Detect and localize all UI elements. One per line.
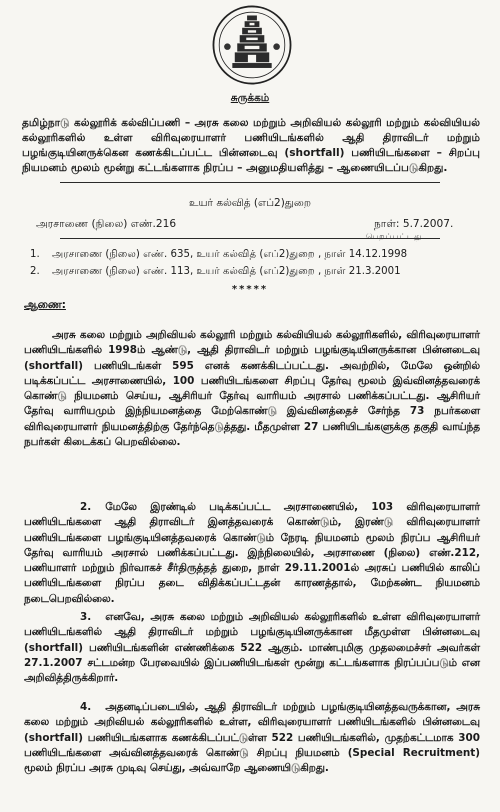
order-paragraph-4: 4. அதனடிப்படையில், ஆதி திராவிடர் மற்றும் பழங்குடியினத்தவருக்கான, அரசு கலை மற்றும் அறிவியல் கல்லூரிகளில் உள்ள, விரிவுரையாளர் பணியிடங்களில் பின்னடைவு (shortfall) பணியிடங்களாக கணக்கிடப்பட்டுள்ள 522 பணியிடங்களில், முதற்கட்டமாக 300 பணியிடங்களை அவ்வினத்தவரைக் கொண்டு சிறப்பு நியமனம் (Special Recruitment) மூலம் நிரப்ப அரசு முடிவு செய்து, அவ்வாறே ஆணையிடுகிறது.	[24, 701, 480, 775]
department-name: உயர் கல்வித் (எப்2)துறை	[189, 197, 311, 209]
order-label: ஆணை:	[24, 298, 66, 311]
reference-item: 2. அரசாணை (நிலை) எண். 113, உயர் கல்வித் (எப்2)துறை , நாள் 21.3.2001	[30, 266, 401, 277]
go-number: அரசாணை (நிலை) எண்.216	[36, 218, 177, 230]
references-list	[30, 246, 485, 280]
tamil-nadu-emblem-icon	[211, 4, 293, 86]
divider	[60, 238, 440, 239]
order-paragraph-2: 2. மேலே இரண்டில் படிக்கப்பட்ட அரசாணையில், 103 விரிவுரையாளர் பணியிடங்களை ஆதி திராவிடர் இனத்தவரைக் கொண்டும், இரண்டு விரிவுரையாளர் பணியிடங்களை பழங்குடியினத்தவரைக் கொண்டும் நேரடி நியமனம் மூலம் நிரப்ப ஆசிரியர் தேர்வு வாரியம் அரசால் பணிக்கப்பட்டது. இந்நிலையில், அரசாணை (நிலை) எண்.212, பணியாளர் மற்றும் நிர்வாகச் சீர்திருத்தத் துறை, நாள் 29.11.2001ல் அரசுப் பணியில் காலிப் பணியிடங்களை நிரப்ப தடை விதிக்கப்பட்டதன் காரணத்தால், மேற்கண்ட நியமனம் நடைபெறவில்லை.	[24, 501, 480, 605]
subject-text: தமிழ்நாடு கல்லூரிக் கல்விப்பணி – அரசு கலை மற்றும் அறிவியல் கல்லூரி மற்றும் கல்வியியல் கல்லூரிகளில் உள்ள விரிவுரையாளர் பணியிடங்களில் ஆதி திராவிடர் மற்றும் பழங்குடியினருக்கென கணக்கிடப்பட்ட பின்னடைவு (shortfall) பணியிடங்களை – சிறப்பு நியமனம் மூலம் மூன்று கட்டங்களாக நிரப்ப – அனுமதியளித்து – ஆணையிடப்படுகிறது.	[22, 117, 480, 174]
order-paragraph-1: அரசு கலை மற்றும் அறிவியல் கல்லூரி மற்றும் கல்வியியல் கல்லூரிகளில், விரிவுரையாளர் பணியிடங்களில் 1998ம் ஆண்டு, ஆதி திராவிடர் மற்றும் பழங்குடியினருக்கான பின்னடைவு (shortfall) பணியிடங்கள் 595 எனக் கணக்கிடப்பட்டது. அவற்றில், மேலே ஒன்றில் படிக்கப்பட்ட அரசாணையில், 100 பணியிடங்களை சிறப்பு தேர்வு மூலம் இவ்வினத்தவரைக் கொண்டு நியமனம் செய்ய, ஆசிரியர் தேர்வு வாரியம் அரசால் பணிக்கப்பட்டது. ஆசிரியர் தேர்வு வாரியமும் இந்நியமனத்தை மேற்கொண்டு இவ்வினத்தைச் சேர்ந்த 73 நபர்களை விரிவுரையாளர் நியமனத்திற்கு தேர்ந்தெடுத்தது. மீதமுள்ள 27 பணியிடங்களுக்கு தகுதி வாய்ந்த நபர்கள் கிடைக்கப் பெறவில்லை.	[24, 329, 480, 449]
order-paragraph-3: 3. எனவே, அரசு கலை மற்றும் அறிவியல் கல்லூரிகளில் உள்ள விரிவுரையாளர் பணியிடங்களில் ஆதி திராவிடர் மற்றும் பழங்குடியினருக்கான மீதமுள்ள பின்னடைவு (shortfall) பணியிடங்களின் எண்ணிக்கை 522 ஆகும். மாண்புமிகு முதலமைச்சர் அவர்கள் 27.1.2007 சட்டமன்ற பேரவையில் இப்பணியிடங்கள் மூன்று கட்டங்களாக நிரப்பப்படும் என அறிவித்திருக்கிறார்.	[24, 611, 480, 685]
divider	[60, 182, 440, 183]
abstract-label: சுருக்கம்	[230, 92, 270, 104]
reference-item: 1. அரசாணை (நிலை) எண். 635, உயர் கல்வித் (எப்2)துறை , நாள் 14.12.1998	[30, 249, 408, 260]
received-stamp: பெறப்பட்டது	[366, 232, 423, 241]
separator-stars: *****	[231, 284, 269, 295]
go-date: நாள்: 5.7.2007.	[374, 218, 454, 230]
